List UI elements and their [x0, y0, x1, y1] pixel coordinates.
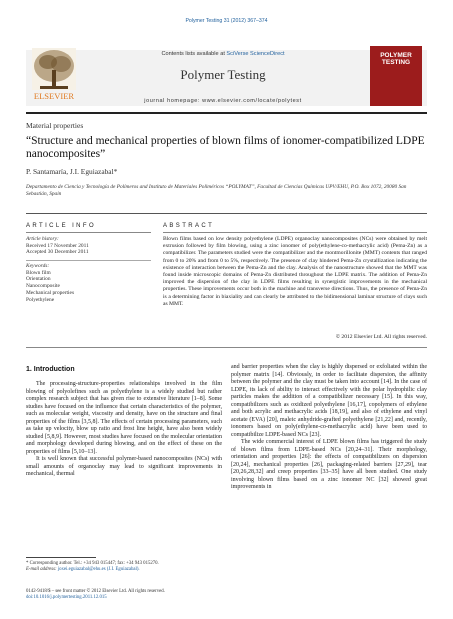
contents-available: Contents lists available at SciVerse ScienceDirect [161, 51, 285, 57]
body-column-left [26, 381, 222, 479]
abstract-rule [163, 232, 427, 233]
elsevier-tree-logo-icon [26, 46, 82, 104]
abstract-heading: ABSTRACT [163, 223, 215, 229]
abstract-text: Blown films based on low density polyethylene (LDPE) organoclay nanocomposites (NCs) were obtained by melt extrusion followed by film blowing, using a zinc ionomer of poly(ethylene-co-methacrylic acid) (Pema-Zn) as a compatibilizer. The parameters studied were the compatibilizer and the montmorillonite (MMT) contents that ranged from 0 to 20% and from 0 to 5%, respectively. The presence of clay hindered Pema-Zn crystallization indicating the existence of interaction between the Pema-Zn and the clay. Analysis of the nanostructure showed that the MMT was found inside microscopic domains of Pema-Zn distributed throughout the LDPE matrix. The addition of Pema-Zn improved the dispersion of the clay in LDPE films resulting in synergistic improvements in the mechanical properties. These improvements occur both in the machine and transverse directions. Thus, the presence of Pema-Zn is a determining factor in biaxiality and can clearly be attributed to the bidimensional laminar structure of clays such as MMT. [163, 236, 427, 307]
journal-homepage[interactable]: journal homepage: www.elsevier.com/locate/polytest [144, 98, 302, 104]
journal-title: Polymer Testing [180, 67, 266, 82]
keyword: Polyethylene [26, 296, 55, 303]
keywords-rule [26, 260, 151, 261]
history-label: Article history: [26, 236, 59, 242]
keyword: Blown film [26, 269, 51, 276]
journal-reference[interactable]: Polymer Testing 31 (2012) 367–374 [185, 18, 268, 24]
keywords-label: Keywords: [26, 263, 50, 269]
paragraph: The wide commercial interest of LDPE blown films has triggered the study of blown films from LDPE-based NCs [20,24–31]. Their morphology, orientation and properties [26]: the effects of compatibilizers on dispersion [20,24], mechanical properties [26], packaging-related barriers [27,29], tear [20,26,28,32] and creep properties [33–35] have all been studied. One study involving blown films based on a zinc ionomer NC [32] showed great improvements in [231, 439, 427, 490]
accepted-date: Accepted 30 December 2011 [26, 249, 89, 256]
affiliation-divider [26, 213, 427, 214]
article-info-heading: ARTICLE INFO [26, 223, 97, 229]
paragraph: It is well known that successful polymer-based nanocomposites (NCs) with small amounts of organoclay may lead to significant improvements in mechanical, thermal [26, 456, 222, 477]
paragraph: The processing-structure-properties relationships involved in the film blowing of polyolefines such as polyethylene is a widely studied but rather complex research subject that has given rise to extensive literature [1–8]. Some studies have focused on the influence that certain characteristics of the polymer, such as molecular weight, viscosity and density, have on the structure and final properties of the films [3,5,8]. The effects of certain processing parameters, such as take up velocity, blow up ratio and frost line height, have also been widely studied [5,8,9]. However, most studies have focused on the molecular orientation and morphology developed during blowing, and on the effect of these on the properties of films [5,10–13]. [26, 381, 222, 455]
keyword: Mechanical properties [26, 289, 75, 296]
introduction-heading: 1. Introduction [26, 366, 75, 373]
paragraph: and barrier properties when the clay is highly dispersed or exfoliated within the polymer matrix [14]. Obviously, in order to facilitate dispersion, the affinity between the polymer and the clay must be taken into account [14]. In the case of LDPE, its lack of ability to interact effectively with the polar hydrophilic clay particles makes the addition of a compatibilizer necessary [15]. In this way, compatibilizers such as oxidized polyethylene [16,17], copolymers of ethylene and both acrylic and methacrylic acids [18,19], and also of ethylene and vinyl acetate (EVA) [20], maleic anhydride-grafted polyethylene [21,22] and, recently, ionomers based on poly(ethylene-co-methacrylic acid) have been used to compatibilize LDPE-based NCs [23]. [231, 364, 427, 438]
author-affiliation: Departamento de Ciencia y Tecnología de Polímeros and Instituto de Materiales Poliméricos “POLYMAT”, Facultad de Ciencias Químicas UPV/EHU, P.O. Box 1072, 20080 San Sebastián, Spain [26, 184, 407, 197]
footnote-email-line [26, 567, 222, 573]
page-footer [26, 589, 246, 601]
body-column-right [231, 364, 427, 492]
keyword: Orientation [26, 276, 51, 283]
footnote-contact: * Corresponding author. Tel.: +34 943 015447; fax: +34 943 015270. [26, 561, 159, 566]
keyword: Nanocomposite [26, 283, 60, 290]
publisher-name: ELSEVIER [33, 91, 75, 101]
keywords-block [26, 263, 151, 303]
section-type: Material properties [26, 121, 84, 130]
email-link[interactable]: joxei.eguiazabal@ehu.es (J.I. Eguiazabal). [57, 567, 140, 572]
footnote-rule [26, 557, 96, 558]
article-history [26, 236, 151, 256]
email-label: E-mail address: [26, 567, 57, 572]
cover-title: POLYMER TESTING [380, 52, 412, 66]
received-date: Received 17 November 2011 [26, 242, 89, 249]
header-divider [26, 112, 427, 114]
doi-link[interactable]: doi:10.1016/j.polymertesting.2011.12.015 [26, 595, 107, 600]
abstract-divider [26, 347, 427, 348]
article-info-rule [26, 232, 151, 233]
corresponding-author-footnote [26, 561, 222, 573]
sciencedirect-link[interactable]: SciVerse ScienceDirect [226, 51, 285, 57]
article-authors: P. Santamaría, J.I. Eguiazabal* [26, 167, 118, 176]
abstract-copyright: © 2012 Elsevier Ltd. All rights reserved. [335, 334, 427, 340]
issn-line: 0142-9418/$ – see front matter © 2012 Elsevier Ltd. All rights reserved. [26, 589, 165, 594]
article-title: “Structure and mechanical properties of blown films of ionomer-compatibilized LDPE nanocomposites” [26, 135, 425, 160]
